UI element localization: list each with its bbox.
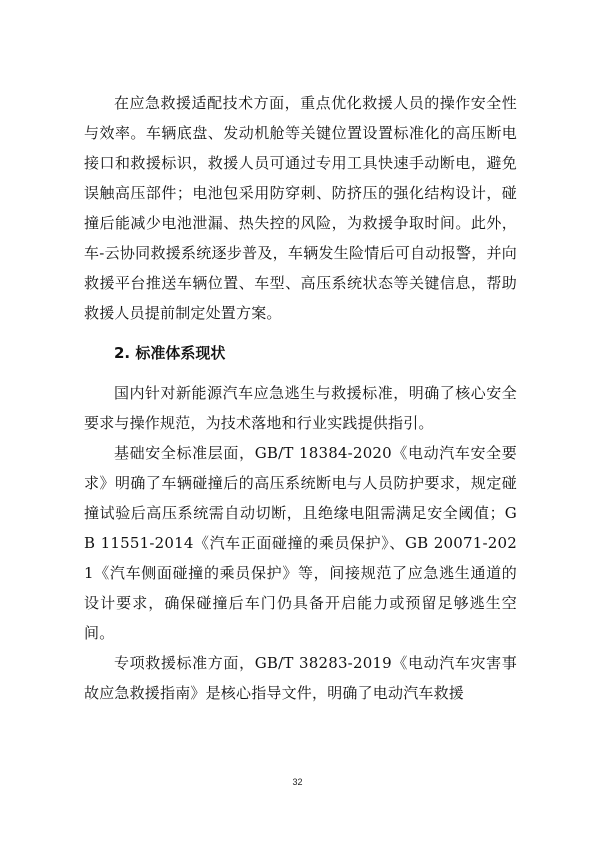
paragraph-basic-safety-standards: 基础安全标准层面，GB/T 18384-2020《电动汽车安全要求》明确了车辆碰撞后的高压系统断电与人员防护要求，规定碰撞试验后高压系统需自动切断，且绝缘电阻需满足安全阈值；GB 11551-2014《汽车正面碰撞的乘员保护》、GB 20071-2021《汽车侧面碰撞的乘员保护》等，间接规范了应急逃生通道的设计要求，确保碰撞后车门仍具备开启能力或预留足够逃生空间。	[84, 444, 517, 642]
paragraph-special-rescue-standards: 专项救援标准方面，GB/T 38283-2019《电动汽车灾害事故应急救援指南》是核心指导文件，明确了电动汽车救援	[84, 654, 517, 702]
paragraph-standards-intro: 国内针对新能源汽车应急逃生与救援标准，明确了核心安全要求与操作规范，为技术落地和行业实践提供指引。	[84, 384, 517, 432]
page-body	[84, 88, 517, 708]
paragraph-rescue-adaptation: 在应急救援适配技术方面，重点优化救援人员的操作安全性与效率。车辆底盘、发动机舱等关键位置设置标准化的高压断电接口和救援标识，救援人员可通过专用工具快速手动断电，避免误触高压部件；电池包采用防穿刺、防挤压的强化结构设计，碰撞后能减少电池泄漏、热失控的风险，为救援争取时间。此外，车-云协同救援系统逐步普及，车辆发生险情后可自动报警，并向救援平台推送车辆位置、车型、高压系统状态等关键信息，帮助救援人员提前制定处置方案。	[84, 94, 517, 322]
section-heading: 2. 标准体系现状	[114, 344, 226, 362]
page-number: 32	[292, 777, 303, 787]
